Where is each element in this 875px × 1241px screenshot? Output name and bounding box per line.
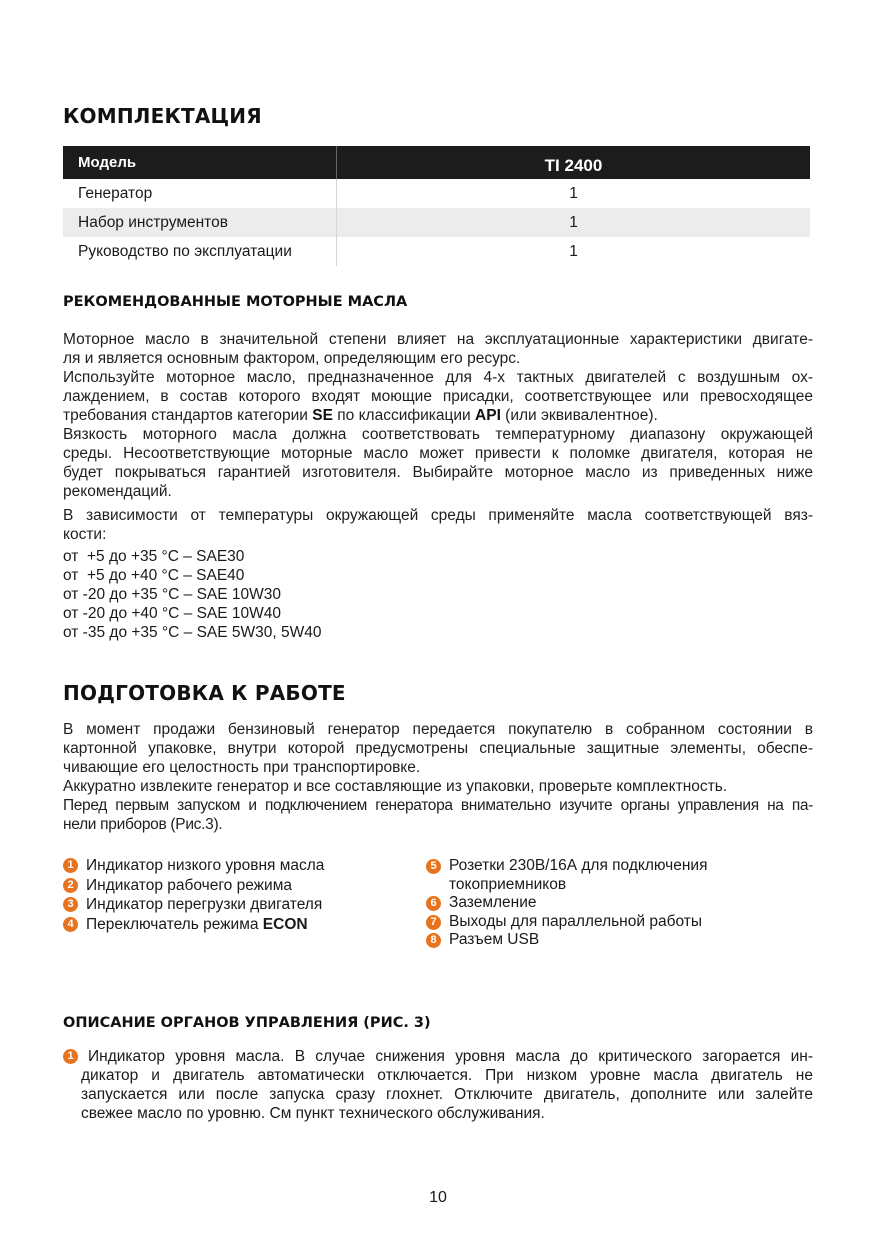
text-line: В зависимости от температуры окружающей среды применяйте масла соответствующей вяз- xyxy=(63,507,813,524)
text-line: Перед первым запуском и подключением генератора внимательно изучите органы управления на па- xyxy=(63,797,813,814)
document-page xyxy=(63,0,813,1241)
list-item: 2 Индикатор рабочего режима xyxy=(63,876,324,896)
text-line: будет покрываться гарантией изготовителя. Выбирайте моторное масло из приведенных ниже xyxy=(63,464,813,481)
oil-viscosity-list xyxy=(63,547,322,642)
page-number: 10 xyxy=(429,1189,447,1206)
list-item: 6 Заземление xyxy=(426,894,707,913)
oils-section-title: РЕКОМЕНДОВАННЫЕ МОТОРНЫЕ МАСЛА xyxy=(63,294,408,310)
text-line: дикатор и двигатель автоматически отключается. При низком уровне масла двигатель не xyxy=(81,1067,813,1084)
number-badge-icon: 7 xyxy=(426,915,441,930)
list-item: от -20 до +40 °С – SAE 10W40 xyxy=(63,605,282,622)
number-badge-icon: 1 xyxy=(63,858,78,873)
text-line: кости: xyxy=(63,526,107,543)
number-badge-icon: 2 xyxy=(63,878,78,893)
list-item: 7 Выходы для параллельной работы xyxy=(426,913,707,932)
kit-table-header xyxy=(63,146,810,179)
number-badge-icon: 8 xyxy=(426,933,441,948)
header-model-label: Модель xyxy=(78,154,137,171)
number-badge-icon: 3 xyxy=(63,897,78,912)
number-badge-icon: 4 xyxy=(63,917,78,932)
oils-paragraph-1 xyxy=(63,330,813,501)
list-item: 5 Розетки 230В/16А для подключения токоприемников xyxy=(426,857,707,894)
prep-paragraph xyxy=(63,720,813,834)
text-line: В момент продажи бензиновый генератор передается покупателю в собранном состоянии в xyxy=(63,721,813,738)
description-text-continued xyxy=(63,1066,813,1123)
table-row xyxy=(63,208,810,237)
list-item: от +5 до +35 °С – SAE30 xyxy=(63,548,245,565)
table-row xyxy=(63,179,810,208)
row-item-name: Набор инструментов xyxy=(78,213,228,231)
text-line: свежее масло по уровню. См пункт технического обслуживания. xyxy=(81,1105,545,1122)
row-item-qty: 1 xyxy=(336,237,810,266)
controls-list-left xyxy=(63,856,324,934)
row-item-qty: 1 xyxy=(336,208,810,237)
text-line: запускается или после запуска сразу глохнет. Отключите двигатель, дополните или залейте xyxy=(81,1086,813,1103)
controls-description-item xyxy=(63,1047,813,1123)
text-line: нели приборов (Рис.3). xyxy=(63,816,223,833)
row-item-name: Руководство по эксплуатации xyxy=(78,242,292,260)
header-model-value: TI 2400 xyxy=(336,146,810,179)
econ-label: ECON xyxy=(262,915,308,933)
text-line: ля и является основным фактором, определяющим его ресурс. xyxy=(63,350,521,367)
list-item: 3 Индикатор перегрузки двигателя xyxy=(63,895,324,915)
text-line: лаждением, в состав которого входят моющие присадки, соответствующее или превосходящее xyxy=(63,388,813,405)
number-badge-icon: 5 xyxy=(426,859,441,874)
list-item: 1 Индикатор низкого уровня масла xyxy=(63,856,324,876)
text-line: Аккуратно извлеките генератор и все составляющие из упаковки, проверьте комплектность. xyxy=(63,778,728,795)
list-item: 4 Переключатель режима ECON xyxy=(63,915,324,935)
number-badge-icon: 1 xyxy=(63,1049,78,1064)
text-line: чивающие его целостность при транспортировке. xyxy=(63,759,421,776)
list-item: 8 Разъем USB xyxy=(426,931,707,950)
text-line: рекомендаций. xyxy=(63,483,172,500)
text-line: картонной упаковке, внутри которой предусмотрены специальные защитные элементы, обеспе- xyxy=(63,740,813,757)
text-line: среды. Несоответствующие моторные масло может привести к поломке двигателя, которая не xyxy=(63,445,813,462)
table-row xyxy=(63,237,810,266)
list-item: от -35 до +35 °С – SAE 5W30, 5W40 xyxy=(63,624,322,641)
number-badge-icon: 6 xyxy=(426,896,441,911)
standard-api: API xyxy=(475,407,501,424)
list-item: от +5 до +40 °С – SAE40 xyxy=(63,567,245,584)
text-line: Индикатор уровня масла. В случае снижения уровня масла до критического загорается ин- xyxy=(88,1048,813,1065)
controls-list-right xyxy=(426,857,707,950)
row-item-name: Генератор xyxy=(78,184,153,202)
standard-se: SE xyxy=(312,407,333,424)
kit-section-title: КОМПЛЕКТАЦИЯ xyxy=(63,104,262,128)
oils-paragraph-2 xyxy=(63,506,813,544)
text-line: Используйте моторное масло, предназначенное для 4-х тактных двигателей с воздушным ох- xyxy=(63,369,813,386)
list-item: от -20 до +35 °С – SAE 10W30 xyxy=(63,586,282,603)
controls-description-title: ОПИСАНИЕ ОРГАНОВ УПРАВЛЕНИЯ (РИС. 3) xyxy=(63,1015,431,1031)
text-line: Вязкость моторного масла должна соответствовать температурному диапазону окружающей xyxy=(63,426,813,443)
prep-section-title: ПОДГОТОВКА К РАБОТЕ xyxy=(63,681,346,705)
text-line: требования стандартов категории SE по классификации API (или эквивалентное). xyxy=(63,407,658,424)
description-text xyxy=(63,1047,813,1066)
kit-table xyxy=(63,146,810,266)
row-item-qty: 1 xyxy=(336,179,810,208)
text-line: Моторное масло в значительной степени влияет на эксплуатационные характеристики двигате- xyxy=(63,331,813,348)
